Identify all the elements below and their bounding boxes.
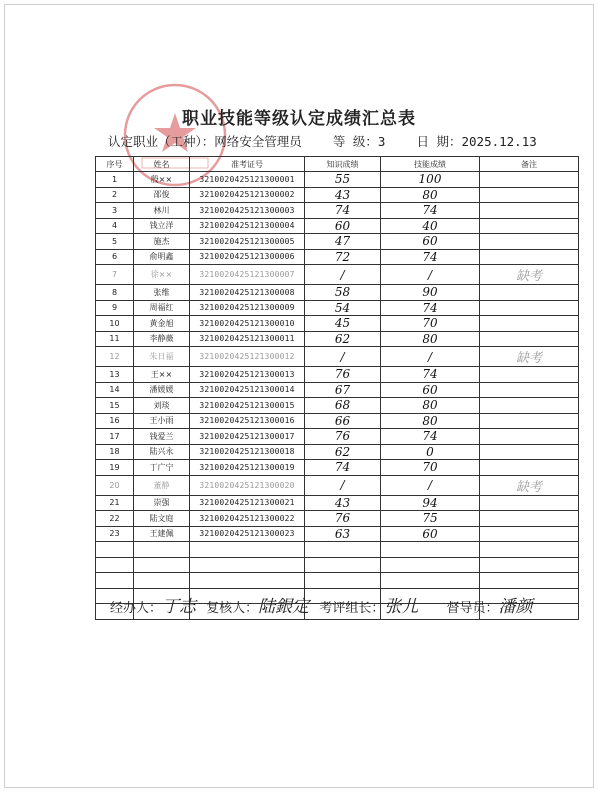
empty-row — [96, 557, 579, 573]
cell-id: 3210020425121300002 — [190, 187, 305, 203]
empty-row — [96, 542, 579, 558]
table-row — [96, 526, 579, 542]
cell-name: 崇强 — [134, 495, 190, 511]
cell-no: 3 — [96, 203, 134, 219]
cell-name: 陆兴永 — [134, 444, 190, 460]
cell-name: 钱立洋 — [134, 218, 190, 234]
empty-cell — [190, 557, 305, 573]
cell-id: 3210020425121300023 — [190, 526, 305, 542]
empty-cell — [480, 573, 579, 589]
cell-id: 3210020425121300014 — [190, 382, 305, 398]
cell-skill: 74 — [381, 367, 480, 383]
cell-note: 缺考 — [480, 475, 579, 495]
cell-note: 缺考 — [480, 265, 579, 285]
cell-skill: 74 — [381, 203, 480, 219]
occupation-label: 认定职业（工种）： — [108, 134, 215, 149]
table-row — [96, 300, 579, 316]
empty-cell — [134, 542, 190, 558]
examiner-signature: 张儿 — [384, 597, 419, 617]
handler-signature: 丁志 — [162, 597, 197, 617]
cell-knowledge: 74 — [305, 203, 381, 219]
empty-cell — [305, 573, 381, 589]
empty-cell — [96, 557, 134, 573]
examiner-label: 考评组长： — [319, 601, 385, 616]
cell-no: 9 — [96, 300, 134, 316]
cell-skill: 90 — [381, 285, 480, 301]
cell-name: 张维 — [134, 285, 190, 301]
header-skill: 技能成绩 — [381, 157, 480, 172]
table-row — [96, 285, 579, 301]
table-header-row — [96, 157, 579, 172]
cell-no: 21 — [96, 495, 134, 511]
cell-note — [480, 495, 579, 511]
cell-no: 14 — [96, 382, 134, 398]
table-row — [96, 367, 579, 383]
cell-no: 13 — [96, 367, 134, 383]
cell-name: 刘琰 — [134, 398, 190, 414]
cell-knowledge: 76 — [305, 367, 381, 383]
cell-no: 5 — [96, 234, 134, 250]
cell-knowledge: 43 — [305, 495, 381, 511]
cell-note — [480, 460, 579, 476]
table-row — [96, 331, 579, 347]
cell-id: 3210020425121300020 — [190, 475, 305, 495]
cell-knowledge: 62 — [305, 331, 381, 347]
table-row — [96, 511, 579, 527]
cell-note — [480, 382, 579, 398]
reviewer-label: 复核人： — [206, 601, 259, 616]
cell-skill: / — [381, 475, 480, 495]
cell-note — [480, 367, 579, 383]
cell-knowledge: 72 — [305, 249, 381, 265]
table-row — [96, 218, 579, 234]
cell-no: 12 — [96, 347, 134, 367]
handler-label: 经办人： — [110, 601, 163, 616]
page-title: 职业技能等级认定成绩汇总表 — [182, 109, 416, 129]
cell-knowledge: 60 — [305, 218, 381, 234]
cell-skill: 100 — [381, 172, 480, 188]
cell-skill: 40 — [381, 218, 480, 234]
cell-no: 10 — [96, 316, 134, 332]
cell-note — [480, 429, 579, 445]
meta-line — [108, 132, 537, 150]
reviewer-signature: 陆銀定 — [258, 597, 310, 617]
table-body — [96, 172, 579, 620]
cell-name: 殷×× — [134, 172, 190, 188]
cell-knowledge: 68 — [305, 398, 381, 414]
cell-skill: 80 — [381, 413, 480, 429]
cell-no: 19 — [96, 460, 134, 476]
cell-knowledge: 55 — [305, 172, 381, 188]
cell-id: 3210020425121300007 — [190, 265, 305, 285]
table-row — [96, 187, 579, 203]
cell-knowledge: 47 — [305, 234, 381, 250]
table-row — [96, 172, 579, 188]
cell-skill: 80 — [381, 398, 480, 414]
cell-id: 3210020425121300017 — [190, 429, 305, 445]
cell-note — [480, 285, 579, 301]
cell-knowledge: 45 — [305, 316, 381, 332]
cell-note — [480, 316, 579, 332]
empty-cell — [134, 573, 190, 589]
empty-cell — [134, 557, 190, 573]
cell-no: 23 — [96, 526, 134, 542]
cell-id: 3210020425121300021 — [190, 495, 305, 511]
cell-knowledge: / — [305, 475, 381, 495]
cell-name: 董静 — [134, 475, 190, 495]
cell-note — [480, 413, 579, 429]
cell-note — [480, 398, 579, 414]
cell-knowledge: 76 — [305, 429, 381, 445]
cell-skill: / — [381, 265, 480, 285]
cell-name: 邵俊 — [134, 187, 190, 203]
cell-no: 17 — [96, 429, 134, 445]
cell-knowledge: 43 — [305, 187, 381, 203]
empty-cell — [480, 557, 579, 573]
cell-skill: 80 — [381, 331, 480, 347]
signature-footer — [110, 592, 590, 617]
header-no: 序号 — [96, 157, 134, 172]
cell-skill: 0 — [381, 444, 480, 460]
cell-no: 15 — [96, 398, 134, 414]
table-row — [96, 316, 579, 332]
empty-cell — [305, 542, 381, 558]
cell-note — [480, 218, 579, 234]
table-row — [96, 429, 579, 445]
date-value: 2025.12.13 — [461, 134, 537, 149]
cell-name: 施杰 — [134, 234, 190, 250]
cell-note — [480, 331, 579, 347]
cell-id: 3210020425121300006 — [190, 249, 305, 265]
level-value: 3 — [377, 134, 386, 149]
cell-knowledge: 66 — [305, 413, 381, 429]
cell-skill: 70 — [381, 460, 480, 476]
cell-id: 3210020425121300011 — [190, 331, 305, 347]
table-row — [96, 382, 579, 398]
cell-note — [480, 172, 579, 188]
cell-skill: 74 — [381, 300, 480, 316]
table-row — [96, 460, 579, 476]
cell-name: 王建佩 — [134, 526, 190, 542]
cell-id: 3210020425121300008 — [190, 285, 305, 301]
cell-name: 俞明鑫 — [134, 249, 190, 265]
cell-note — [480, 511, 579, 527]
cell-note — [480, 203, 579, 219]
cell-id: 3210020425121300015 — [190, 398, 305, 414]
cell-skill: 74 — [381, 429, 480, 445]
cell-id: 3210020425121300013 — [190, 367, 305, 383]
cell-name: 潘媛媛 — [134, 382, 190, 398]
cell-note — [480, 526, 579, 542]
cell-skill: 80 — [381, 187, 480, 203]
header-name: 姓名 — [134, 157, 190, 172]
cell-knowledge: 63 — [305, 526, 381, 542]
table-row — [96, 249, 579, 265]
cell-skill: 75 — [381, 511, 480, 527]
cell-skill: 60 — [381, 526, 480, 542]
cell-no: 2 — [96, 187, 134, 203]
cell-name: 王×× — [134, 367, 190, 383]
cell-skill: 74 — [381, 249, 480, 265]
empty-cell — [96, 542, 134, 558]
cell-name: 钱爱兰 — [134, 429, 190, 445]
cell-name: 陆文庭 — [134, 511, 190, 527]
cell-id: 3210020425121300016 — [190, 413, 305, 429]
cell-no: 22 — [96, 511, 134, 527]
cell-skill: 60 — [381, 234, 480, 250]
cell-knowledge: 62 — [305, 444, 381, 460]
table-row — [96, 347, 579, 367]
table-row — [96, 413, 579, 429]
cell-id: 3210020425121300012 — [190, 347, 305, 367]
date-label: 日 期： — [416, 134, 462, 149]
cell-id: 3210020425121300004 — [190, 218, 305, 234]
empty-row — [96, 573, 579, 589]
cell-knowledge: / — [305, 265, 381, 285]
empty-cell — [381, 573, 480, 589]
cell-note — [480, 249, 579, 265]
cell-id: 3210020425121300018 — [190, 444, 305, 460]
cell-note: 缺考 — [480, 347, 579, 367]
cell-knowledge: / — [305, 347, 381, 367]
cell-id: 3210020425121300009 — [190, 300, 305, 316]
score-table — [95, 156, 579, 620]
empty-cell — [190, 573, 305, 589]
cell-name: 周福红 — [134, 300, 190, 316]
cell-no: 6 — [96, 249, 134, 265]
cell-id: 3210020425121300010 — [190, 316, 305, 332]
cell-knowledge: 54 — [305, 300, 381, 316]
cell-no: 20 — [96, 475, 134, 495]
cell-note — [480, 300, 579, 316]
cell-note — [480, 444, 579, 460]
cell-no: 7 — [96, 265, 134, 285]
cell-skill: 60 — [381, 382, 480, 398]
cell-no: 16 — [96, 413, 134, 429]
cell-id: 3210020425121300003 — [190, 203, 305, 219]
empty-cell — [96, 573, 134, 589]
occupation-value: 网络安全管理员 — [214, 134, 302, 149]
header-note: 备注 — [480, 157, 579, 172]
empty-cell — [305, 557, 381, 573]
cell-id: 3210020425121300005 — [190, 234, 305, 250]
cell-name: 徐×× — [134, 265, 190, 285]
cell-no: 11 — [96, 331, 134, 347]
empty-cell — [381, 557, 480, 573]
cell-name: 王小雨 — [134, 413, 190, 429]
table-row — [96, 265, 579, 285]
supervisor-label: 督导员： — [446, 601, 499, 616]
cell-no: 1 — [96, 172, 134, 188]
supervisor-signature: 潘颜 — [498, 597, 533, 617]
cell-no: 4 — [96, 218, 134, 234]
empty-cell — [190, 542, 305, 558]
table-row — [96, 398, 579, 414]
table-row — [96, 475, 579, 495]
table-row — [96, 495, 579, 511]
cell-no: 18 — [96, 444, 134, 460]
empty-cell — [381, 542, 480, 558]
cell-note — [480, 187, 579, 203]
table-row — [96, 234, 579, 250]
cell-name: 丁广宁 — [134, 460, 190, 476]
cell-no: 8 — [96, 285, 134, 301]
cell-id: 3210020425121300001 — [190, 172, 305, 188]
header-knowledge: 知识成绩 — [305, 157, 381, 172]
cell-skill: 94 — [381, 495, 480, 511]
cell-name: 林川 — [134, 203, 190, 219]
cell-name: 黄金旭 — [134, 316, 190, 332]
cell-id: 3210020425121300019 — [190, 460, 305, 476]
cell-name: 朱日福 — [134, 347, 190, 367]
cell-knowledge: 58 — [305, 285, 381, 301]
cell-name: 李静薇 — [134, 331, 190, 347]
cell-knowledge: 74 — [305, 460, 381, 476]
header-id: 准考证号 — [190, 157, 305, 172]
level-label: 等 级： — [332, 134, 378, 149]
cell-knowledge: 67 — [305, 382, 381, 398]
cell-skill: / — [381, 347, 480, 367]
cell-note — [480, 234, 579, 250]
cell-knowledge: 76 — [305, 511, 381, 527]
cell-id: 3210020425121300022 — [190, 511, 305, 527]
table-row — [96, 203, 579, 219]
table-row — [96, 444, 579, 460]
cell-skill: 70 — [381, 316, 480, 332]
empty-cell — [480, 542, 579, 558]
